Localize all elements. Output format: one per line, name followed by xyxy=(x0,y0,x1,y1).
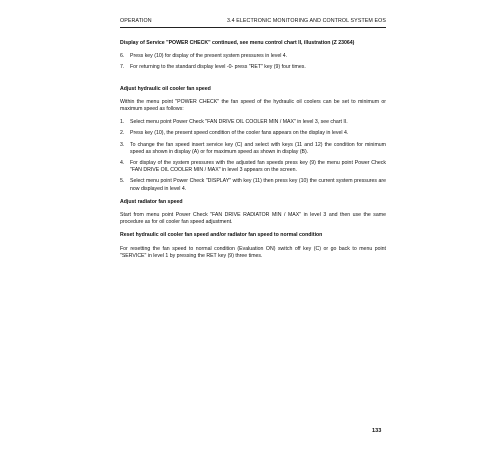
list-item xyxy=(120,160,386,174)
list-item-number: 5. xyxy=(120,178,125,185)
list-item xyxy=(120,64,386,71)
list-item xyxy=(120,53,386,60)
list-item-number: 3. xyxy=(120,141,125,148)
section-intro-paragraph: Within the menu point "POWER CHECK" the fan speed of the hydraulic oil coolers can be set to minimum or maximum speed as follows: xyxy=(120,98,386,113)
header-section-label: OPERATION xyxy=(120,18,152,24)
list-item-text: To change the fan speed insert service key (C) and select with keys (11 and 12) the condition for minimum speed as shown in display (A) or for maximum speed as shown in display (B). xyxy=(130,141,386,155)
section-intro-paragraph: Start from menu point Power Check "FAN DRIVE RADIATOR MIN / MAX" in level 3 and then use the same procedure as for oil cooler fan speed adjustment. xyxy=(120,212,386,226)
list-item-number: 2. xyxy=(120,130,125,137)
list-item xyxy=(120,130,386,137)
list-item-number: 4. xyxy=(120,160,125,167)
section-heading-power-check-continued: Display of Service "POWER CHECK" continued, see menu control chart II, illustration (Z 23064) xyxy=(120,40,355,46)
power-check-steps-list xyxy=(120,53,386,71)
list-item xyxy=(120,142,386,156)
header-divider xyxy=(120,27,386,28)
list-item-text: For display of the system pressures with the adjusted fan speeds press key (9) the menu point Power Check "FAN DRIVE OIL COOLER MIN / MAX" in level 3 appears on the screen. xyxy=(130,160,386,174)
list-item-number: 1. xyxy=(120,119,125,126)
header-chapter-title: 3.4 ELECTRONIC MONITORING AND CONTROL SYSTEM EOS xyxy=(226,18,386,24)
list-item-number: 7. xyxy=(120,64,125,71)
document-body xyxy=(120,40,386,266)
list-item-number: 6. xyxy=(120,53,125,60)
page-number: 133 xyxy=(372,428,382,434)
oil-cooler-steps-list xyxy=(120,119,386,193)
section-heading-radiator-fan-speed: Adjust radiator fan speed xyxy=(120,198,183,205)
list-item-text: Select menu point Power Check "DISPLAY" with key (11) then press key (10) the current system pressures are now displayed in level 4. xyxy=(130,178,386,192)
list-item-text: For returning to the standard display level -0- press "RET" key (9) four times. xyxy=(130,64,306,71)
list-item xyxy=(120,178,386,192)
section-heading-oil-cooler-fan-speed: Adjust hydraulic oil cooler fan speed xyxy=(120,85,211,92)
list-item xyxy=(120,119,386,126)
section-heading-reset-fan-speed: Reset hydraulic oil cooler fan speed and/or radiator fan speed to normal condition xyxy=(120,232,323,239)
list-item-text: Press key (10), the present speed condition of the cooler fans appears on the display in level 4. xyxy=(130,130,349,137)
section-intro-paragraph: For resetting the fan speed to normal condition (Evaluation ON) switch off key (C) or go back to menu point "SERVICE" in level 1 by pressing the RET key (9) three times. xyxy=(120,245,386,259)
list-item-text: Press key (10) for display of the present system pressures in level 4. xyxy=(130,53,288,60)
list-item-text: Select menu point Power Check "FAN DRIVE OIL COOLER MIN / MAX" in level 3, see chart II. xyxy=(130,119,348,126)
